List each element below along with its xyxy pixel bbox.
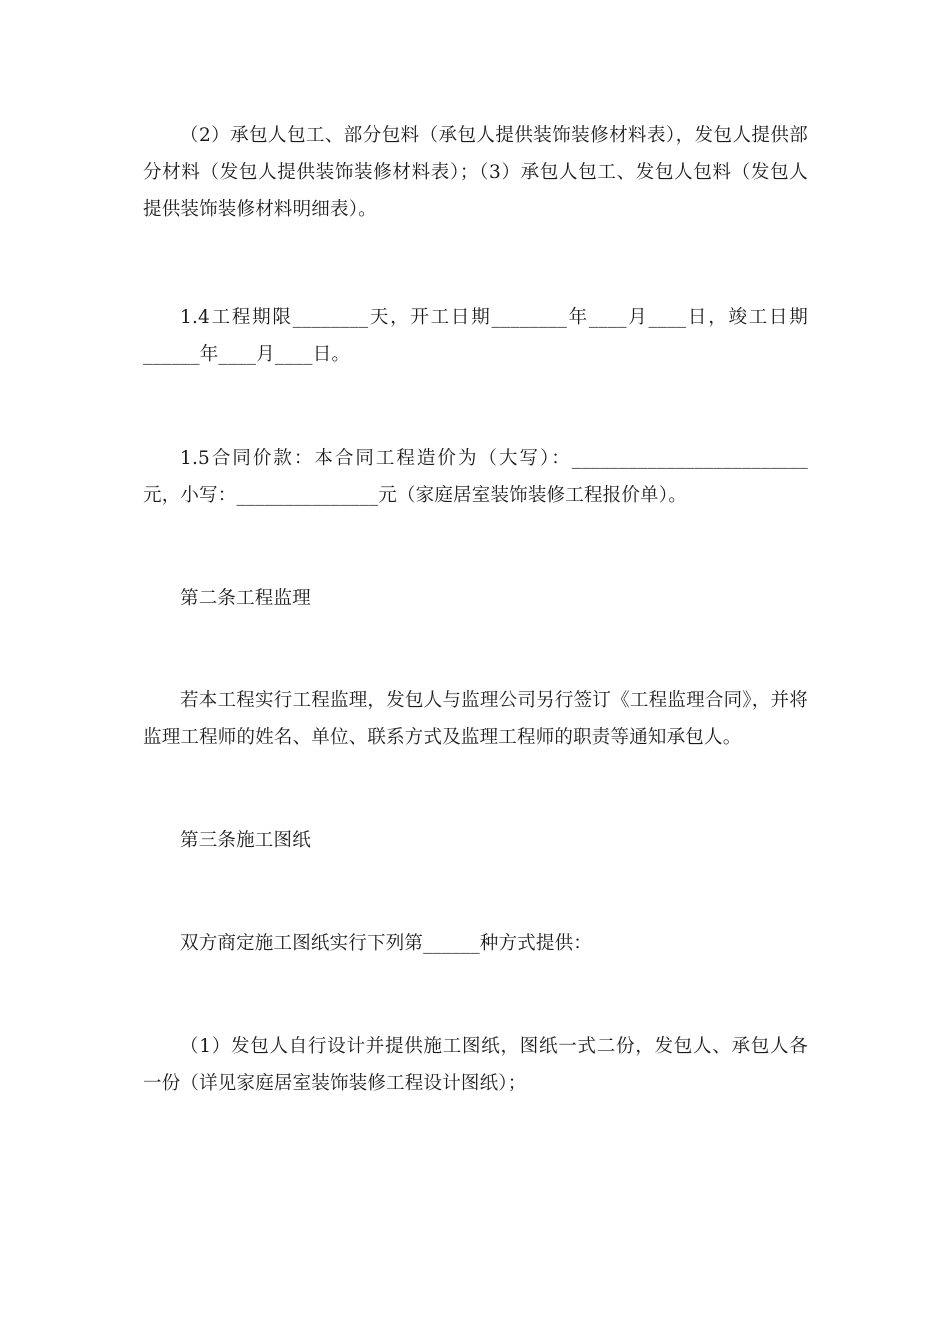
paragraph-drawing-method: 双方商定施工图纸实行下列第______种方式提供：: [180, 933, 593, 954]
section-heading-supervision: 第二条工程监理: [180, 588, 311, 609]
section-heading-drawings: 第三条施工图纸: [180, 830, 311, 851]
paragraph-contract-price: 1.5合同价款：本合同工程造价为（大写）：_________________________元，小写：_______________元（家庭居室装饰装修工程报价单）。: [143, 448, 808, 506]
paragraph-drawing-option-1: （1）发包人自行设计并提供施工图纸，图纸一式二份，发包人、承包人各一份（详见家庭居室装饰装修工程设计图纸）；: [143, 1036, 808, 1094]
paragraph-supervision: 若本工程实行工程监理，发包人与监理公司另行签订《工程监理合同》，并将监理工程师的姓名、单位、联系方式及监理工程师的职责等通知承包人。: [143, 690, 808, 748]
paragraph-construction-period: 1.4工程期限________天，开工日期________年____月____日，竣工日期______年____月____日。: [143, 307, 808, 365]
paragraph-material-supply-options: （2）承包人包工、部分包料（承包人提供装饰装修材料表），发包人提供部分材料（发包人提供装饰装修材料表）；（3）承包人包工、发包人包料（发包人提供装饰装修材料明细表）。: [143, 125, 808, 220]
